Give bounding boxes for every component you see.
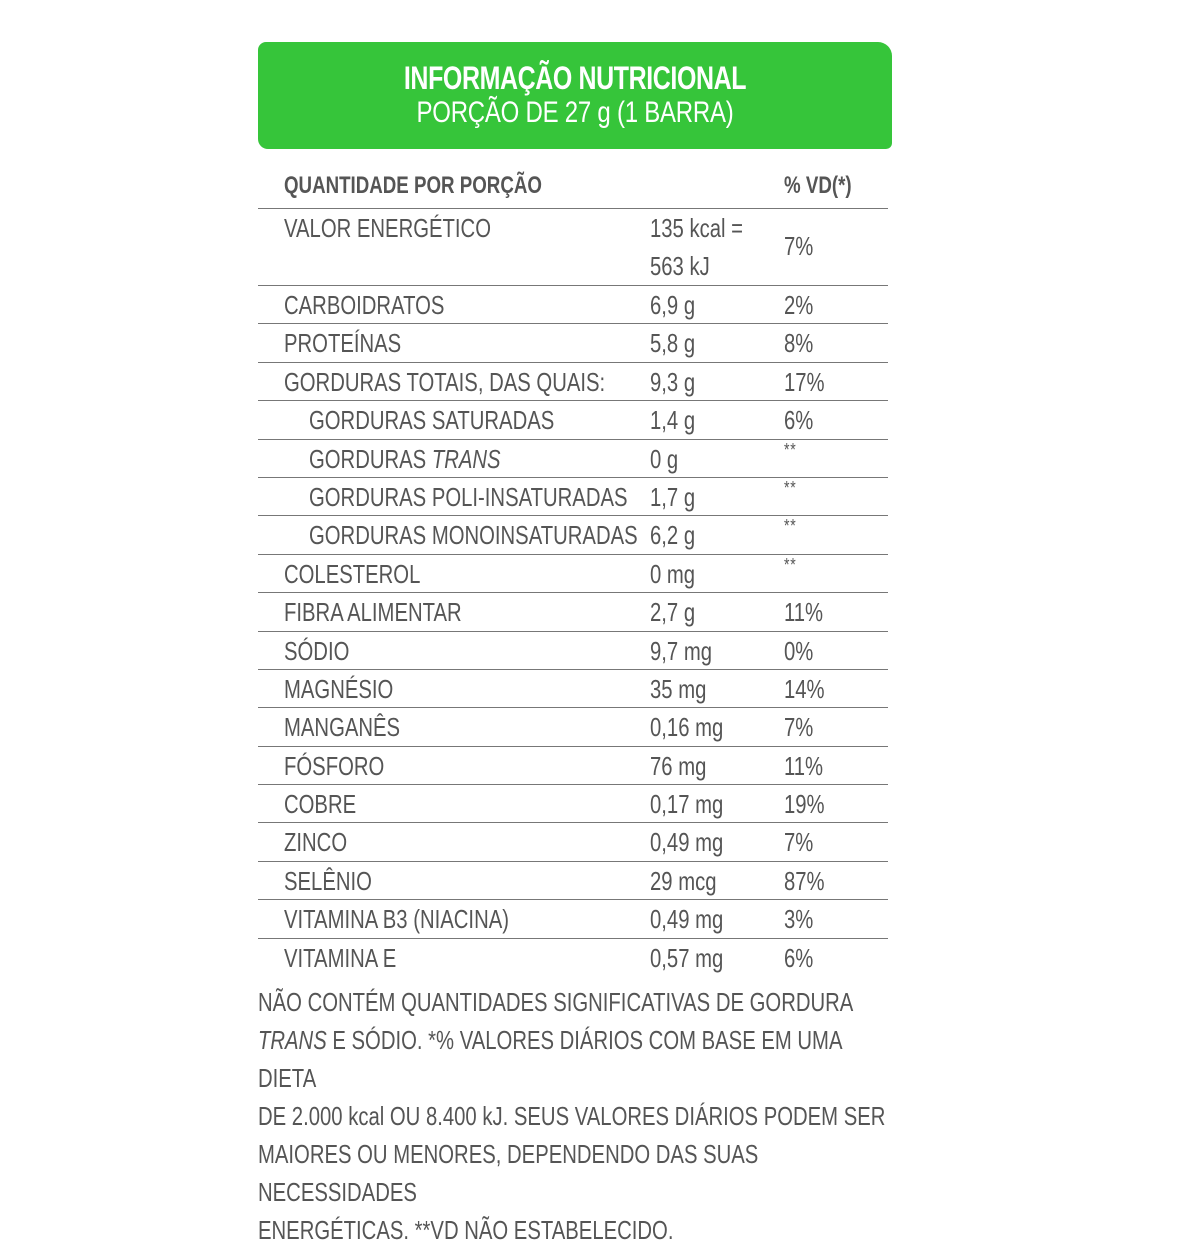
footnote <box>258 983 890 1249</box>
nutrition-title: INFORMAÇÃO NUTRICIONAL <box>403 60 747 96</box>
nutrient-vd: ** <box>784 477 797 498</box>
table-row <box>258 478 888 516</box>
table-row <box>258 785 888 823</box>
nutrition-label <box>258 42 892 149</box>
nutrient-vd: 19% <box>784 789 825 820</box>
table-row <box>258 209 888 286</box>
nutrient-name <box>309 444 501 475</box>
serving-size: PORÇÃO DE 27 g (1 BARRA) <box>416 96 734 129</box>
nutrient-vd: ** <box>784 554 797 575</box>
nutrient-amount: 35 mg <box>650 673 707 704</box>
nutrient-amount: 29 mcg <box>650 865 717 896</box>
table-row <box>258 823 888 861</box>
nutrient-amount: 0,16 mg <box>650 712 724 743</box>
nutrient-name: FIBRA ALIMENTAR <box>284 597 462 628</box>
nutrient-name: ZINCO <box>284 827 348 858</box>
nutrient-vd: 7% <box>784 712 814 743</box>
nutrient-amount-kj: 563 kJ <box>650 251 710 281</box>
nutrient-amount: 1,7 g <box>650 481 696 512</box>
nutrient-name-italic: TRANS <box>431 443 501 474</box>
nutrient-amount: 1,4 g <box>650 405 696 436</box>
nutrient-name: VALOR ENERGÉTICO <box>284 213 491 243</box>
nutrient-name: VITAMINA E <box>284 942 397 973</box>
nutrient-amount: 0 mg <box>650 558 696 589</box>
table-row <box>258 324 888 362</box>
nutrient-amount: 76 mg <box>650 750 707 781</box>
nutrient-vd: 11% <box>784 597 824 628</box>
nutrient-amount: 0 g <box>650 443 679 474</box>
table-row <box>258 862 888 900</box>
nutrient-name: FÓSFORO <box>284 750 385 781</box>
table-row <box>258 593 888 631</box>
table-row <box>258 747 888 785</box>
nutrient-name: SELÊNIO <box>284 865 372 896</box>
nutrient-amount: 0,49 mg <box>650 904 724 935</box>
nutrient-name: VITAMINA B3 (NIACINA) <box>284 904 509 935</box>
table-row <box>258 632 888 670</box>
column-header-vd: % VD(*) <box>784 172 852 199</box>
nutrient-amount: 6,2 g <box>650 520 696 551</box>
nutrient-vd: 6% <box>784 942 814 973</box>
nutrient-amount: 0,49 mg <box>650 827 724 858</box>
table-row <box>258 708 888 746</box>
table-row <box>258 516 888 554</box>
nutrient-vd: 14% <box>784 673 825 704</box>
nutrient-name: COBRE <box>284 789 357 820</box>
footnote-line: NÃO CONTÉM QUANTIDADES SIGNIFICATIVAS DE GORDURA <box>258 987 854 1017</box>
nutrient-vd: 17% <box>784 366 825 397</box>
nutrient-name: MANGANÊS <box>284 712 401 743</box>
nutrient-amount: 2,7 g <box>650 597 696 628</box>
nutrient-name: GORDURAS TOTAIS, DAS QUAIS: <box>284 366 606 397</box>
nutrient-vd: 6% <box>784 405 814 436</box>
nutrient-vd: 0% <box>784 635 814 666</box>
nutrient-name: SÓDIO <box>284 635 350 666</box>
table-row <box>258 900 888 938</box>
column-header-quantity: QUANTIDADE POR PORÇÃO <box>284 172 542 199</box>
nutrient-vd: ** <box>784 516 797 537</box>
nutrition-table <box>258 170 888 977</box>
table-row <box>258 440 888 478</box>
table-row <box>258 286 888 324</box>
footnote-line: DE 2.000 kcal OU 8.400 kJ. SEUS VALORES DIÁRIOS PODEM SER <box>258 1101 886 1131</box>
nutrient-name: PROTEÍNAS <box>284 328 402 359</box>
table-row <box>258 670 888 708</box>
nutrient-name: GORDURAS POLI-INSATURADAS <box>309 481 628 512</box>
table-row <box>258 939 888 977</box>
nutrient-name: GORDURAS SATURADAS <box>309 405 555 436</box>
nutrient-vd: 7% <box>784 231 814 261</box>
footnote-italic: TRANS <box>258 1025 327 1055</box>
nutrient-vd: 87% <box>784 865 825 896</box>
nutrient-vd: 7% <box>784 827 814 858</box>
nutrient-amount: 9,3 g <box>650 366 696 397</box>
nutrient-name: CARBOIDRATOS <box>284 290 445 320</box>
nutrient-name: MAGNÉSIO <box>284 673 394 704</box>
nutrition-header <box>258 42 892 149</box>
footnote-line <box>258 1021 890 1097</box>
nutrient-vd: 3% <box>784 904 814 935</box>
table-row <box>258 555 888 593</box>
table-header <box>258 170 888 209</box>
nutrient-vd: 11% <box>784 750 824 781</box>
nutrient-vd: ** <box>784 439 797 460</box>
nutrient-amount: 0,57 mg <box>650 942 724 973</box>
nutrient-amount: 135 kcal = <box>650 213 744 243</box>
footnote-line: ENERGÉTICAS. **VD NÃO ESTABELECIDO. <box>258 1215 674 1245</box>
nutrient-amount: 9,7 mg <box>650 635 713 666</box>
nutrient-name-prefix: GORDURAS <box>309 443 432 474</box>
footnote-line: MAIORES OU MENORES, DEPENDENDO DAS SUAS NECESSIDADES <box>258 1139 759 1207</box>
table-row <box>258 363 888 401</box>
nutrient-vd: 8% <box>784 328 814 359</box>
nutrient-name: GORDURAS MONOINSATURADAS <box>309 520 638 551</box>
nutrient-vd: 2% <box>784 290 814 320</box>
nutrient-name: COLESTEROL <box>284 558 421 589</box>
footnote-text: E SÓDIO. *% VALORES DIÁRIOS COM BASE EM UMA DIETA <box>258 1025 842 1093</box>
table-row <box>258 401 888 439</box>
nutrient-amount: 5,8 g <box>650 328 696 359</box>
nutrient-amount: 6,9 g <box>650 290 696 320</box>
nutrient-amount: 0,17 mg <box>650 789 724 820</box>
